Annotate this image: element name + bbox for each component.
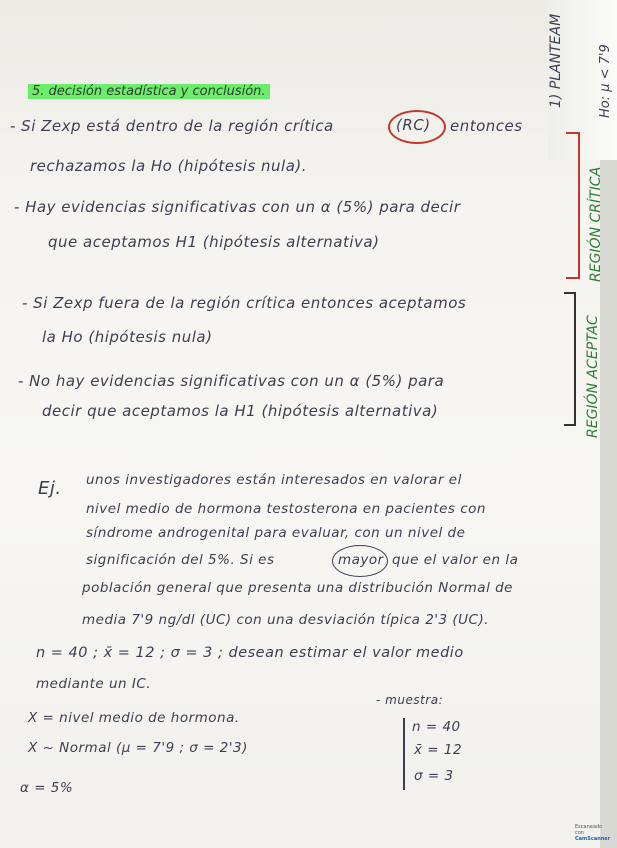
region-critica-bracket: [566, 132, 580, 279]
muestra-xbar: x̄ = 12: [414, 742, 463, 758]
muestra-n: n = 40: [412, 719, 461, 735]
logo-line-1: Escaneado con: [575, 824, 603, 836]
region-critica-label: REGIÓN CRÍTICA: [588, 166, 604, 282]
example-line-6: media 7'9 ng/dl (UC) con una desviación típica 2'3 (UC).: [82, 612, 490, 628]
example-line-4a: significación del 5%. Si es: [86, 552, 275, 568]
line-1a: - Si Zexp está dentro de la región crítica: [10, 117, 334, 135]
line-2: rechazamos la Ho (hipótesis nula).: [30, 157, 308, 175]
variable-definition: X = nivel medio de hormona.: [28, 710, 240, 726]
region-aceptacion-label: REGIÓN ACEPTAC: [585, 315, 601, 438]
alpha-line: α = 5%: [20, 780, 74, 796]
example-line-3: síndrome androgenital para evaluar, con un nivel de: [86, 525, 466, 541]
example-line-2: nivel medio de hormona testosterona en pacientes con: [86, 501, 486, 517]
muestra-divider: [403, 718, 405, 790]
side-plantear-label: 1) PLANTEAM: [548, 13, 564, 108]
rc-label: (RC): [396, 116, 431, 134]
side-ho-formula: Ho: μ < 7'9: [598, 44, 613, 118]
logo-line-2: CamScanner: [575, 836, 611, 842]
line-8: decir que aceptamos la H1 (hipótesis alternativa): [42, 402, 439, 420]
line-5: - Si Zexp fuera de la región crítica entonces aceptamos: [22, 294, 467, 312]
line-1b: entonces: [450, 117, 523, 135]
example-line-7: n = 40 ; x̄ = 12 ; σ = 3 ; desean estimar el valor medio: [36, 645, 464, 661]
example-line-8: mediante un IC.: [36, 676, 152, 692]
line-6: la Ho (hipótesis nula): [42, 328, 213, 346]
example-line-1: unos investigadores están interesados en valorar el: [86, 472, 462, 488]
section-heading: 5. decisión estadística y conclusión.: [28, 84, 270, 99]
example-mayor: mayor: [338, 552, 384, 568]
distribution-line: X ~ Normal (μ = 7'9 ; σ = 2'3): [28, 740, 248, 756]
muestra-sigma: σ = 3: [414, 768, 454, 784]
region-aceptacion-bracket: [564, 292, 576, 426]
example-line-4b: que el valor en la: [392, 552, 519, 568]
camscanner-logo: [575, 824, 611, 842]
line-4: que aceptamos H1 (hipótesis alternativa): [48, 233, 380, 251]
muestra-title: - muestra:: [376, 693, 444, 707]
line-3: - Hay evidencias significativas con un α (5%) para decir: [14, 198, 461, 216]
example-line-5: población general que presenta una distribución Normal de: [82, 580, 513, 596]
example-marker: Ej.: [38, 478, 62, 499]
line-7: - No hay evidencias significativas con un α (5%) para: [18, 372, 445, 390]
